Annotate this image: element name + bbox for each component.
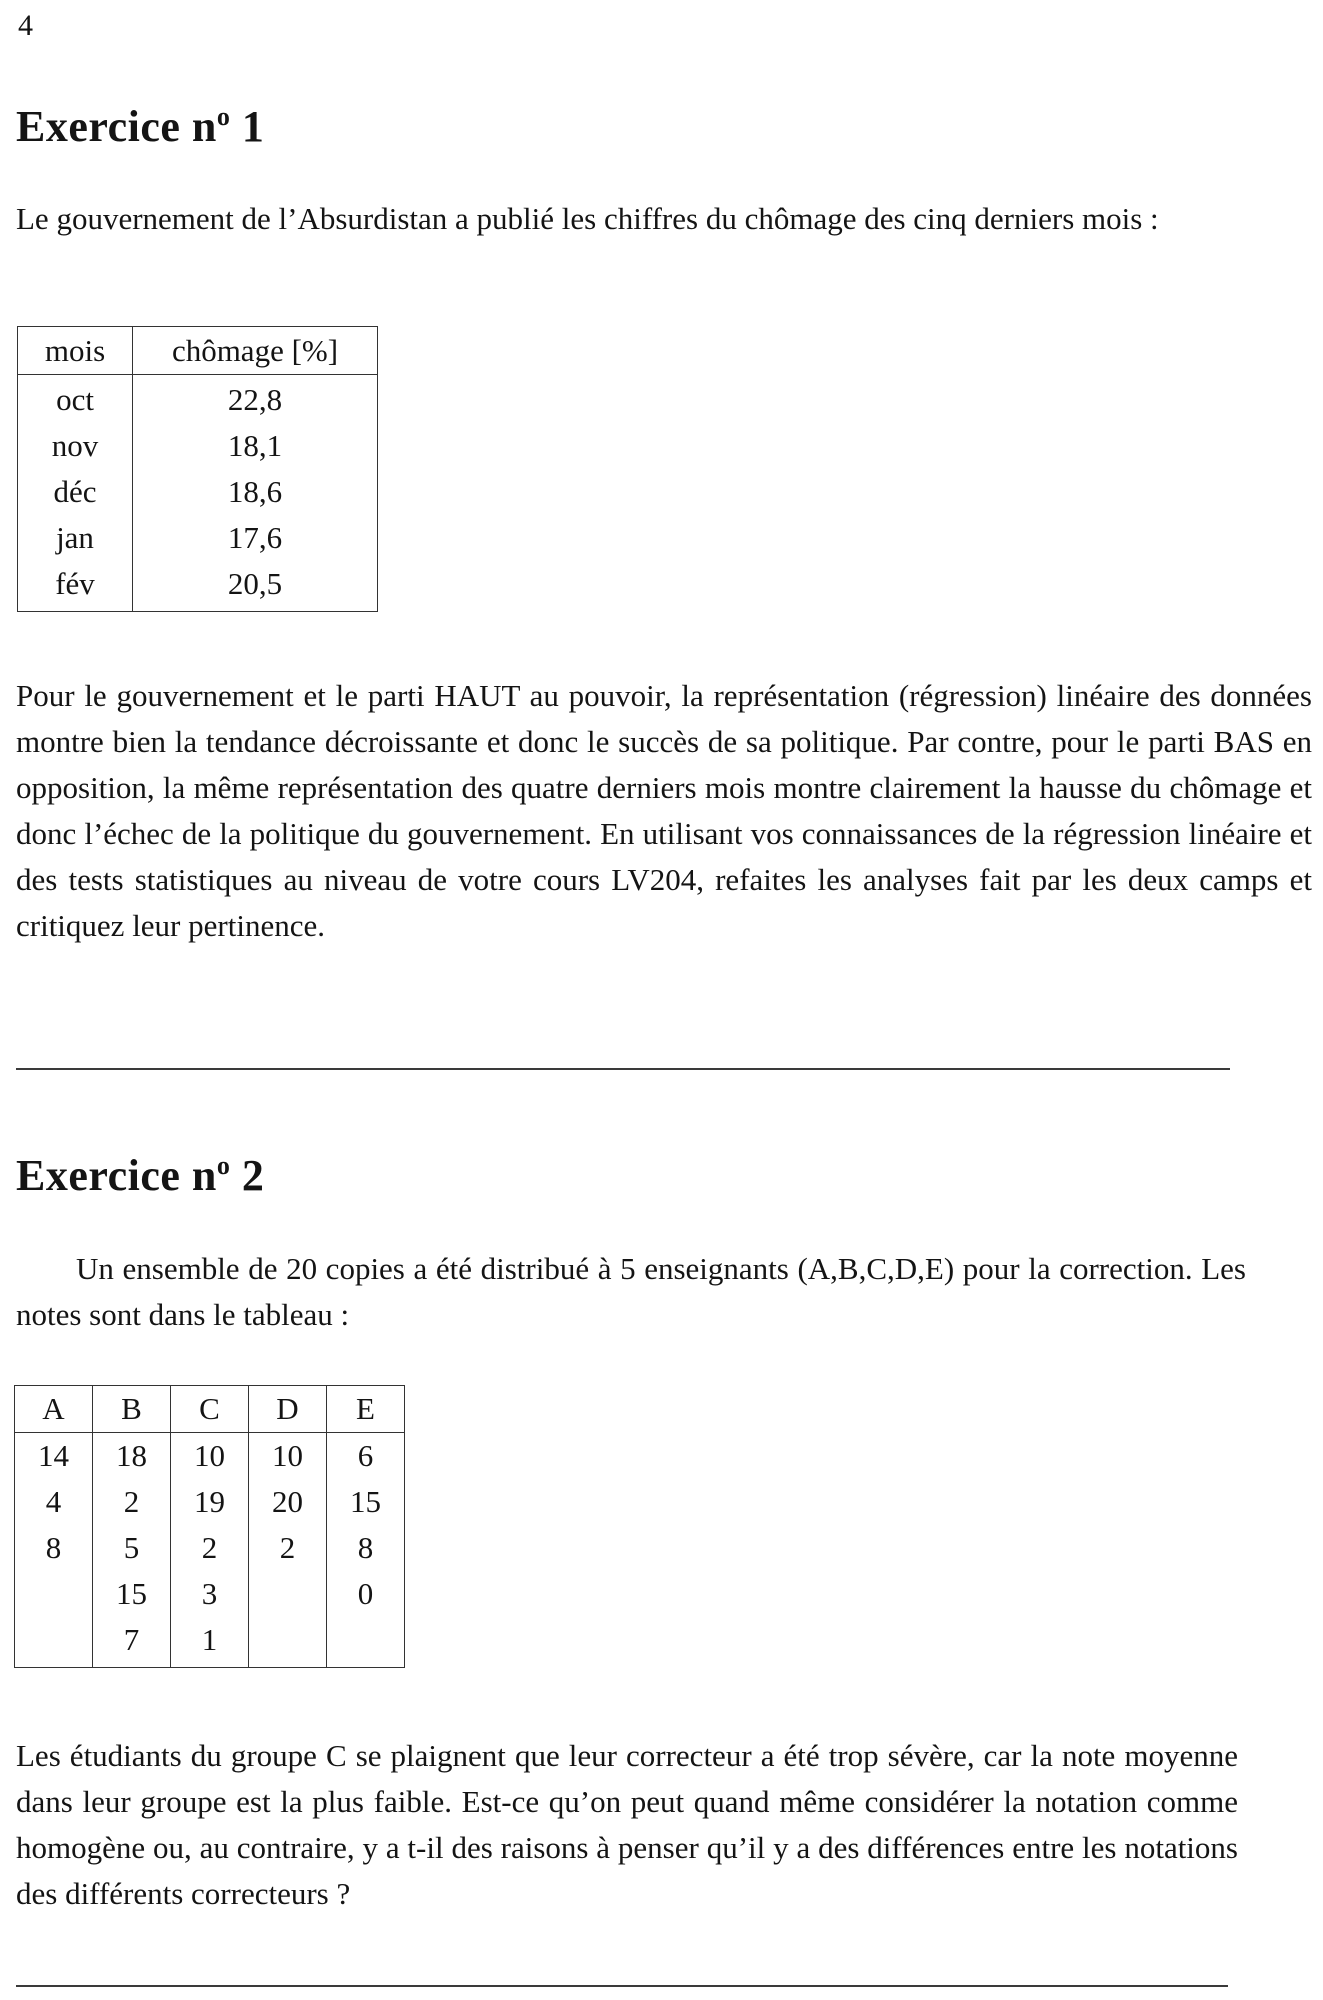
grade-cell: 8: [15, 1525, 93, 1571]
exercise-2-title: [16, 1150, 264, 1202]
exercise-1-title-prefix: Exercice n: [16, 102, 217, 151]
column-header-d: D: [249, 1386, 327, 1433]
exercise-1-title: [16, 101, 264, 153]
grade-cell: 19: [171, 1479, 249, 1525]
column-header-a: A: [15, 1386, 93, 1433]
grade-cell: 5: [93, 1525, 171, 1571]
exercise-2-question: Les étudiants du groupe C se plaignent que leur correcteur a été trop sévère, car la note moyenne dans leur groupe est la plus faible. Est-ce qu’on peut quand même considérer la notation comme homogène ou, au contraire, y a t-il des raisons à penser qu’il y a des différences entre les notations des différents correcteurs ?: [16, 1738, 1238, 1911]
grade-cell: 10: [171, 1433, 249, 1480]
table-row: [18, 423, 378, 469]
grade-cell: 2: [171, 1525, 249, 1571]
month-cell: nov: [18, 423, 133, 469]
grade-cell: 18: [93, 1433, 171, 1480]
grade-cell: 14: [15, 1433, 93, 1480]
column-header-c: C: [171, 1386, 249, 1433]
grade-cell: 15: [93, 1571, 171, 1617]
grade-cell: 4: [15, 1479, 93, 1525]
exercise-1-title-degree: o: [216, 102, 231, 131]
unemployment-table: [17, 326, 378, 612]
table-row: [15, 1479, 405, 1525]
grade-cell: 1: [171, 1617, 249, 1668]
month-cell: oct: [18, 375, 133, 424]
table-header-row: [18, 327, 378, 375]
grade-cell: [249, 1571, 327, 1617]
grade-cell: 2: [93, 1479, 171, 1525]
exercise-2-title-prefix: Exercice n: [16, 1151, 217, 1200]
table-row: [15, 1525, 405, 1571]
table-row: [18, 375, 378, 424]
grade-cell: 20: [249, 1479, 327, 1525]
grade-cell: 3: [171, 1571, 249, 1617]
rate-cell: 20,5: [133, 561, 378, 612]
table-row: [18, 561, 378, 612]
section-divider: [16, 1985, 1228, 1987]
grade-cell: 15: [327, 1479, 405, 1525]
grades-table: [14, 1385, 405, 1668]
table-row: [15, 1571, 405, 1617]
grade-cell: 7: [93, 1617, 171, 1668]
grade-cell: [15, 1571, 93, 1617]
exercise-2-title-number: 2: [241, 1151, 265, 1200]
column-header-month: mois: [18, 327, 133, 375]
month-cell: fév: [18, 561, 133, 612]
grade-cell: 2: [249, 1525, 327, 1571]
grade-cell: 0: [327, 1571, 405, 1617]
section-divider: [16, 1068, 1230, 1070]
grade-cell: [327, 1617, 405, 1668]
grade-cell: [15, 1617, 93, 1668]
rate-cell: 17,6: [133, 515, 378, 561]
column-header-b: B: [93, 1386, 171, 1433]
grade-cell: 10: [249, 1433, 327, 1480]
exercise-1-title-number: 1: [241, 102, 265, 151]
rate-cell: 22,8: [133, 375, 378, 424]
month-cell: déc: [18, 469, 133, 515]
page-number: 4: [18, 9, 33, 42]
column-header-unemployment: chômage [%]: [133, 327, 378, 375]
table-row: [18, 469, 378, 515]
exercise-1-intro: Le gouvernement de l’Absurdistan a publié les chiffres du chômage des cinq derniers mois :: [16, 201, 1159, 236]
grade-cell: 6: [327, 1433, 405, 1480]
column-header-e: E: [327, 1386, 405, 1433]
table-row: [15, 1433, 405, 1480]
table-row: [15, 1617, 405, 1668]
grade-cell: [249, 1617, 327, 1668]
rate-cell: 18,1: [133, 423, 378, 469]
exercise-2-intro: Un ensemble de 20 copies a été distribué à 5 enseignants (A,B,C,D,E) pour la correction. Les notes sont dans le tableau :: [16, 1251, 1246, 1332]
table-row: [18, 515, 378, 561]
grade-cell: 8: [327, 1525, 405, 1571]
table-header-row: [15, 1386, 405, 1433]
month-cell: jan: [18, 515, 133, 561]
exercise-1-question: Pour le gouvernement et le parti HAUT au pouvoir, la représentation (régression) linéaire des données montre bien la tendance décroissante et donc le succès de sa politique. Par contre, pour le parti BAS en opposition, la même représentation des quatre derniers mois montre clairement la hausse du chômage et donc l’échec de la politique du gouvernement. En utilisant vos connaissances de la régression linéaire et des tests statistiques au niveau de votre cours LV204, refaites les analyses fait par les deux camps et critiquez leur pertinence.: [16, 678, 1312, 943]
exercise-2-title-degree: o: [216, 1151, 231, 1180]
rate-cell: 18,6: [133, 469, 378, 515]
